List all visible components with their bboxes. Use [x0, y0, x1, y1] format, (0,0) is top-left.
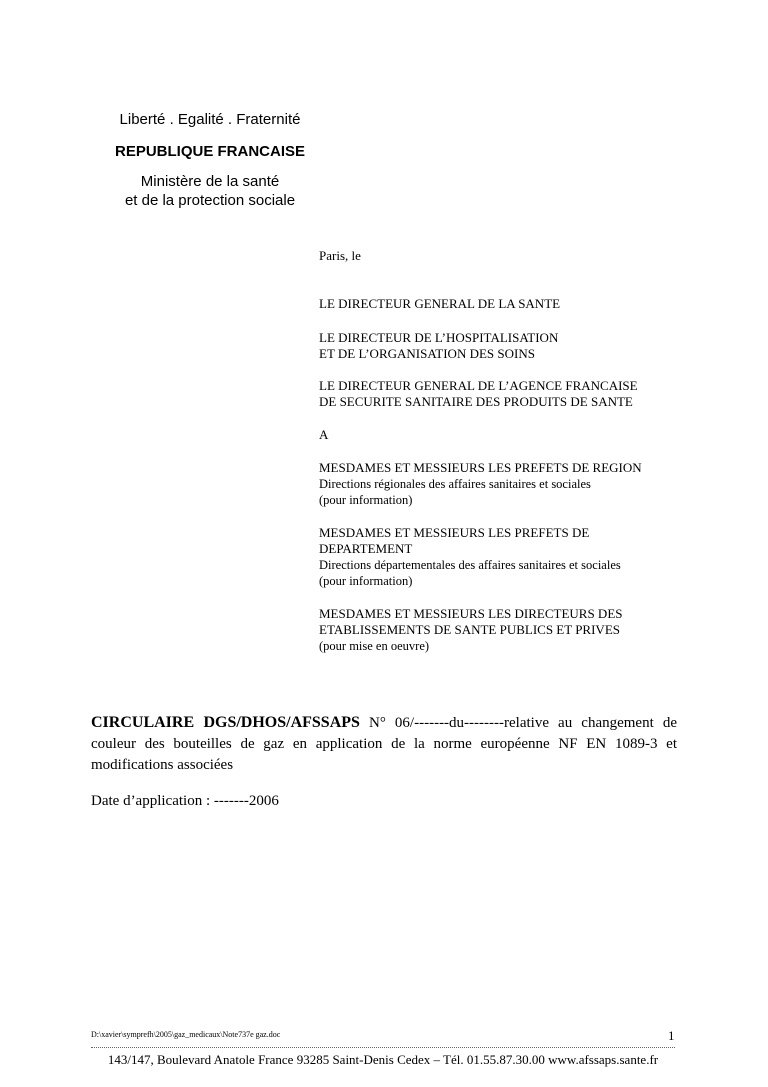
- ministry-name: [90, 172, 330, 210]
- recipient-title: MESDAMES ET MESSIEURS LES PREFETS DE REGION: [319, 460, 642, 475]
- ministry-line-1: Ministère de la santé: [140, 173, 280, 190]
- recipient-title-line-2: DEPARTEMENT: [319, 541, 413, 556]
- letterhead: [90, 110, 330, 210]
- place-date: Paris, le: [319, 248, 361, 263]
- recipient-prefets-departement: [319, 525, 719, 589]
- recipient-note: (pour information): [319, 493, 413, 507]
- sender-dgs: LE DIRECTEUR GENERAL DE LA SANTE: [319, 296, 561, 311]
- republic-name: REPUBLIQUE FRANCAISE: [114, 143, 305, 160]
- circular-title: [91, 712, 677, 776]
- to-word: A: [319, 427, 329, 442]
- footer-address: 143/147, Boulevard Anatole France 93285 Saint-Denis Cedex – Tél. 01.55.87.30.00 www.afssaps.sante.fr: [107, 1052, 659, 1067]
- recipient-title-line-1: MESDAMES ET MESSIEURS LES PREFETS DE: [319, 525, 590, 540]
- recipient-directeurs: [319, 606, 719, 654]
- sender-dhos: [319, 330, 719, 362]
- application-date: Date d’application : -------2006: [91, 793, 279, 809]
- ministry-line-2: et de la protection sociale: [124, 192, 296, 209]
- sender-afssaps: [319, 378, 719, 410]
- page-number: 1: [668, 1028, 675, 1043]
- recipient-prefets-region: [319, 460, 719, 508]
- file-path: D:\xavier\symprefh\2005\gaz_medicaux\Note737e gaz.doc: [91, 1030, 281, 1039]
- recipient-title-line-1: MESDAMES ET MESSIEURS LES DIRECTEURS DES: [319, 606, 623, 621]
- sender-dhos-line-1: LE DIRECTEUR DE L’HOSPITALISATION: [319, 330, 559, 345]
- circular-reference: CIRCULAIRE DGS/DHOS/AFSSAPS: [91, 714, 360, 731]
- circular-subject: N° 06/-------du--------relative au changement de couleur des bouteilles de gaz en application de la norme européenne NF EN 1089-3 et modifications associées: [91, 715, 677, 773]
- sender-afssaps-line-2: DE SECURITE SANITAIRE DES PRODUITS DE SANTE: [319, 394, 633, 409]
- recipient-title-line-2: ETABLISSEMENTS DE SANTE PUBLICS ET PRIVES: [319, 622, 620, 637]
- republic-motto: Liberté . Egalité . Fraternité: [119, 111, 301, 128]
- recipient-note: (pour mise en oeuvre): [319, 639, 430, 653]
- sender-dhos-line-2: ET DE L’ORGANISATION DES SOINS: [319, 346, 535, 361]
- recipient-sub: Directions départementales des affaires sanitaires et sociales: [319, 558, 621, 572]
- sender-afssaps-line-1: LE DIRECTEUR GENERAL DE L’AGENCE FRANCAISE: [319, 378, 638, 393]
- footer-divider: [91, 1047, 675, 1048]
- recipient-note: (pour information): [319, 574, 413, 588]
- recipient-sub: Directions régionales des affaires sanitaires et sociales: [319, 477, 591, 491]
